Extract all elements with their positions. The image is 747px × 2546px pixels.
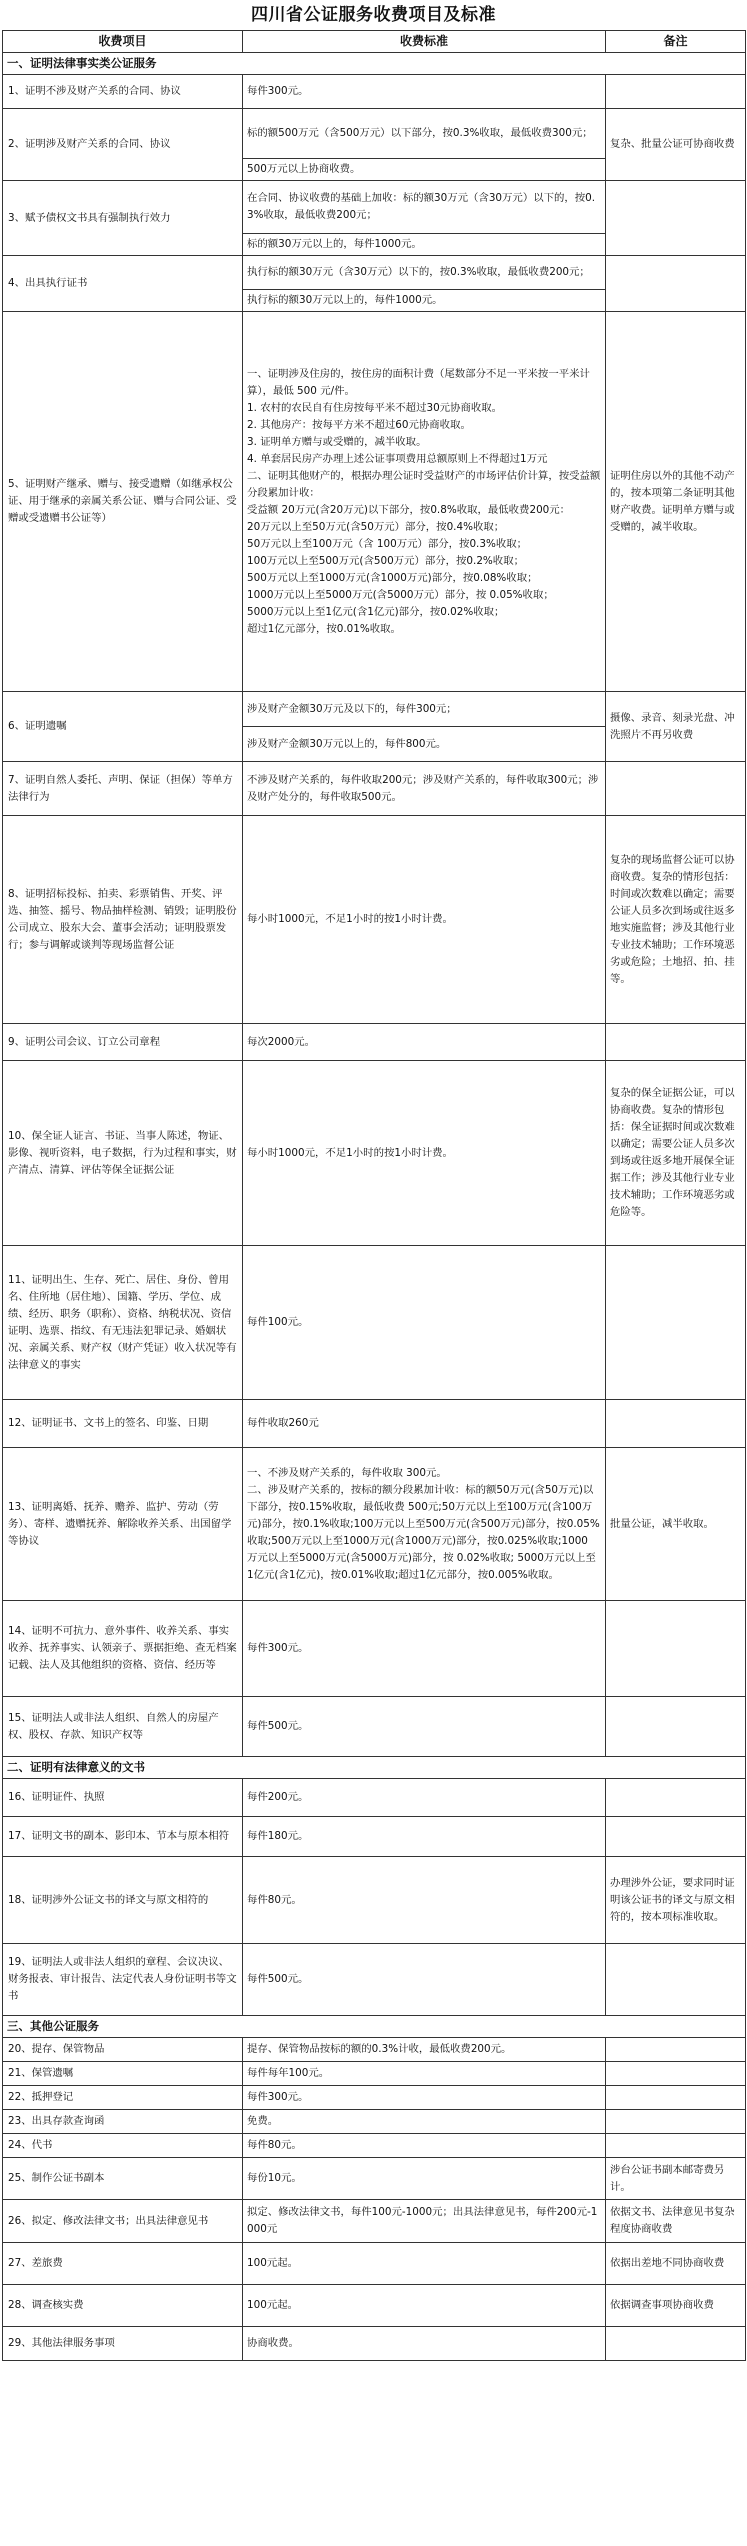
fee-standard-line: 每件500元。 bbox=[247, 1720, 309, 1732]
table-row bbox=[3, 1944, 746, 2016]
fee-standard bbox=[243, 2134, 606, 2158]
fee-standard-line: 每件80元。 bbox=[247, 2139, 302, 2151]
fee-standard bbox=[243, 1448, 606, 1601]
fee-standard-line: 每件200元。 bbox=[247, 1791, 309, 1803]
fee-standard bbox=[243, 692, 606, 727]
fee-remark bbox=[606, 1779, 746, 1817]
fee-standard bbox=[243, 109, 606, 159]
fee-standard-line: 执行标的额30万元（含30万元）以下的，按0.3%收取，最低收费200元； bbox=[247, 266, 590, 278]
fee-item: 19、证明法人或非法人组织的章程、会议决议、财务报表、审计报告、法定代表人身份证明书等文书 bbox=[3, 1944, 243, 2016]
fee-remark: 摄像、录音、刻录光盘、冲洗照片不再另收费 bbox=[606, 692, 746, 762]
section-heading: 二、证明有法律意义的文书 bbox=[3, 1757, 746, 1779]
table-row bbox=[3, 1024, 746, 1061]
fee-item: 29、其他法律服务事项 bbox=[3, 2327, 243, 2361]
table-row bbox=[3, 1697, 746, 1757]
fee-remark bbox=[606, 75, 746, 109]
fee-item: 18、证明涉外公证文书的译文与原文相符的 bbox=[3, 1857, 243, 1944]
table-row bbox=[3, 2134, 746, 2158]
fee-standard-line: 不涉及财产关系的，每件收取200元；涉及财产关系的，每件收取300元；涉及财产处分的，每件收取500元。 bbox=[247, 773, 599, 803]
fee-standard bbox=[243, 1817, 606, 1857]
fee-remark: 复杂的保全证据公证，可以协商收费。复杂的情形包括：保全证据时间或次数难以确定；需要公证人员多次到场或往返多地开展保全证据工作；涉及其他行业专业技术辅助；工作环境恶劣或危险等。 bbox=[606, 1061, 746, 1246]
fee-item: 16、证明证件、执照 bbox=[3, 1779, 243, 1817]
fee-remark bbox=[606, 256, 746, 312]
fee-standard-line: 每件300元。 bbox=[247, 2091, 309, 2103]
table-row bbox=[3, 2285, 746, 2327]
table-body bbox=[3, 53, 746, 2361]
fee-standard-line: 标的额500万元（含500万元）以下部分，按0.3%收取，最低收费300元； bbox=[247, 127, 593, 139]
fee-standard-line: 标的额30万元以上的，每件1000元。 bbox=[247, 238, 422, 250]
fee-remark bbox=[606, 2038, 746, 2062]
fee-standard bbox=[243, 2243, 606, 2285]
fee-standard-line: 二、证明其他财产的，根据办理公证时受益财产的市场评估价计算，按受益额分段累加计收： bbox=[247, 469, 601, 499]
fee-standard-line: 每次2000元。 bbox=[247, 1035, 316, 1048]
fee-item: 21、保管遗嘱 bbox=[3, 2062, 243, 2086]
table-row bbox=[3, 1448, 746, 1601]
table-row bbox=[3, 692, 746, 727]
fee-remark bbox=[606, 2062, 746, 2086]
fee-remark bbox=[606, 2086, 746, 2110]
fee-standard-line: 1. 农村的农民自有住房按每平米不超过30元协商收取。 bbox=[247, 401, 503, 414]
fee-standard bbox=[243, 181, 606, 234]
fee-item: 4、出具执行证书 bbox=[3, 256, 243, 312]
fee-standard-line: 每小时1000元，不足1小时的按1小时计费。 bbox=[247, 1146, 453, 1159]
fee-item: 28、调查核实费 bbox=[3, 2285, 243, 2327]
fee-standard bbox=[243, 159, 606, 181]
fee-item: 20、提存、保管物品 bbox=[3, 2038, 243, 2062]
fee-standard bbox=[243, 1246, 606, 1400]
table-row bbox=[3, 1601, 746, 1697]
fee-item: 23、出具存款查询函 bbox=[3, 2110, 243, 2134]
fee-standard bbox=[243, 234, 606, 256]
fee-standard-line: 每件100元。 bbox=[247, 1316, 309, 1328]
fee-remark: 批量公证，减半收取。 bbox=[606, 1448, 746, 1601]
fee-remark bbox=[606, 2134, 746, 2158]
fee-standard-line: 每份10元。 bbox=[247, 2172, 302, 2184]
fee-item: 3、赋予债权文书具有强制执行效力 bbox=[3, 181, 243, 256]
fee-remark: 依据出差地不同协商收费 bbox=[606, 2243, 746, 2285]
fee-standard bbox=[243, 2327, 606, 2361]
fee-remark bbox=[606, 2327, 746, 2361]
fee-standard-line: 500万元以上至1000万元(含1000万元)部分，按0.08%收取； bbox=[247, 571, 538, 584]
fee-standard-line: 每小时1000元，不足1小时的按1小时计费。 bbox=[247, 913, 453, 925]
fee-remark bbox=[606, 1944, 746, 2016]
fee-standard-line: 超过1亿元部分，按0.01%收取。 bbox=[247, 622, 401, 635]
fee-standard-line: 每件收取260元 bbox=[247, 1417, 319, 1429]
fee-remark: 涉台公证书副本邮寄费另计。 bbox=[606, 2158, 746, 2200]
fee-item: 5、证明财产继承、赠与、接受遗赠（如继承权公证、用于继承的亲属关系公证、赠与合同公证、受赠或受遗赠书公证等） bbox=[3, 312, 243, 692]
fee-standard-line: 100元起。 bbox=[247, 2299, 299, 2311]
fee-remark: 办理涉外公证，要求同时证明该公证书的译文与原文相符的，按本项标准收取。 bbox=[606, 1857, 746, 1944]
fee-standard-line: 每件180元。 bbox=[247, 1830, 309, 1842]
header-fee-item: 收费项目 bbox=[3, 31, 243, 53]
table-row bbox=[3, 2038, 746, 2062]
fee-remark bbox=[606, 2110, 746, 2134]
fee-standard bbox=[243, 1024, 606, 1061]
fee-standard-line: 涉及财产金额30万元以上的，每件800元。 bbox=[247, 737, 447, 750]
table-row bbox=[3, 2062, 746, 2086]
fee-standard-line: 20万元以上至50万元(含50万元）部分，按0.4%收取； bbox=[247, 520, 505, 533]
fee-remark: 依据文书、法律意见书复杂程度协商收费 bbox=[606, 2200, 746, 2243]
fee-standard bbox=[243, 2200, 606, 2243]
fee-remark: 复杂、批量公证可协商收费 bbox=[606, 109, 746, 181]
fee-item: 6、证明遗嘱 bbox=[3, 692, 243, 762]
fee-item: 13、证明离婚、抚养、赡养、监护、劳动（劳务）、寄样、遗赠抚养、解除收养关系、出国留学等协议 bbox=[3, 1448, 243, 1601]
table-row bbox=[3, 181, 746, 234]
fee-standard-line: 2. 其他房产：按每平方米不超过60元协商收取。 bbox=[247, 418, 471, 431]
table-row bbox=[3, 1779, 746, 1817]
fee-standard bbox=[243, 2086, 606, 2110]
fee-remark bbox=[606, 1246, 746, 1400]
fee-standard-line: 4. 单套居民房产办理上述公证事项费用总额原则上不得超过1万元 bbox=[247, 452, 548, 465]
fee-item: 22、抵押登记 bbox=[3, 2086, 243, 2110]
fee-remark bbox=[606, 1024, 746, 1061]
fee-item: 12、证明证书、文书上的签名、印鉴、日期 bbox=[3, 1400, 243, 1448]
fee-standard bbox=[243, 2285, 606, 2327]
fee-standard-line: 协商收费。 bbox=[247, 2337, 299, 2349]
fee-remark: 复杂的现场监督公证可以协商收费。复杂的情形包括：时间或次数难以确定；需要公证人员多次到场或往返多地实施监督；涉及其他行业专业技术辅助；工作环境恶劣或危险；土地招、拍、挂等。 bbox=[606, 816, 746, 1024]
fee-standard-line: 一、不涉及财产关系的，每件收取 300元。 bbox=[247, 1466, 447, 1479]
section-row bbox=[3, 1757, 746, 1779]
fee-standard-line: 3. 证明单方赠与或受赠的，减半收取。 bbox=[247, 435, 427, 448]
fee-standard-line: 每件300元。 bbox=[247, 85, 309, 97]
fee-standard bbox=[243, 256, 606, 290]
fee-standard bbox=[243, 1697, 606, 1757]
fee-standard-line: 免费。 bbox=[247, 2115, 279, 2127]
fee-remark: 证明住房以外的其他不动产的，按本项第二条证明其他财产收费。证明单方赠与或受赠的，减半收取。 bbox=[606, 312, 746, 692]
fee-standard-line: 每件每年100元。 bbox=[247, 2067, 330, 2079]
document-title: 四川省公证服务收费项目及标准 bbox=[251, 5, 496, 25]
fee-standard bbox=[243, 816, 606, 1024]
fee-standard-line: 1000万元以上至5000万元(含5000万元）部分，按 0.05%收取； bbox=[247, 588, 554, 601]
fee-remark bbox=[606, 1601, 746, 1697]
fee-standard bbox=[243, 2110, 606, 2134]
fee-standard bbox=[243, 2038, 606, 2062]
fee-standard bbox=[243, 1400, 606, 1448]
fee-standard bbox=[243, 1857, 606, 1944]
fee-item: 11、证明出生、生存、死亡、居住、身份、曾用名、住所地（居住地）、国籍、学历、学位、成绩、经历、职务（职称）、资格、纳税状况、资信证明、选票、指纹、有无违法犯罪记录、婚姻状况、亲属关系、财产权（财产凭证）收入状况等有法律意义的事实 bbox=[3, 1246, 243, 1400]
fee-standard bbox=[243, 1779, 606, 1817]
fee-standard bbox=[243, 727, 606, 762]
section-heading: 一、证明法律事实类公证服务 bbox=[3, 53, 746, 75]
fee-standard bbox=[243, 290, 606, 312]
fee-item: 10、保全证人证言、书证、当事人陈述，物证、影像、视听资料，电子数据，行为过程和事实，财产清点、清算、评估等保全证据公证 bbox=[3, 1061, 243, 1246]
fee-item: 7、证明自然人委托、声明、保证（担保）等单方法律行为 bbox=[3, 762, 243, 816]
fee-standard-line: 每件500元。 bbox=[247, 1973, 309, 1985]
fee-remark bbox=[606, 1697, 746, 1757]
table-row bbox=[3, 1857, 746, 1944]
table-row bbox=[3, 1061, 746, 1246]
table-row bbox=[3, 2327, 746, 2361]
fee-item: 2、证明涉及财产关系的合同、协议 bbox=[3, 109, 243, 181]
fee-standard-line: 二、涉及财产关系的，按标的额分段累加计收：标的额50万元(含50万元)以下部分，按0.15%收取，最低收费 500元;50万元以上至100万元(含100万元)部分，按0.1%收取;100万元以上至500万元(含500万元)部分，按0.05%收取;500万元以上至1000万元(含1000万元)部分，按0.025%收取;1000 万元以上至5000万元(含5000万元)部分，按 0.02%收取; 5000万元以上至1亿元(含1亿元)，按0.01%收取;超过1亿元部分，按0.005%收取。 bbox=[247, 1483, 600, 1581]
fee-item: 9、证明公司会议、订立公司章程 bbox=[3, 1024, 243, 1061]
fee-item: 8、证明招标投标、拍卖、彩票销售、开奖、评选、抽签、摇号、物品抽样检测、销毁；证明股份公司成立、股东大会、董事会活动；证明股票发行；参与调解或谈判等现场监督公证 bbox=[3, 816, 243, 1024]
table-row bbox=[3, 109, 746, 159]
fee-item: 25、制作公证书副本 bbox=[3, 2158, 243, 2200]
fee-item: 27、差旅费 bbox=[3, 2243, 243, 2285]
fee-standard-line: 每件80元。 bbox=[247, 1893, 302, 1906]
fee-standard-line: 100万元以上至500万元(含500万元）部分，按0.2%收取； bbox=[247, 554, 524, 567]
fee-item: 1、证明不涉及财产关系的合同、协议 bbox=[3, 75, 243, 109]
section-heading: 三、其他公证服务 bbox=[3, 2016, 746, 2038]
fee-standard bbox=[243, 2158, 606, 2200]
fee-standard-line: 在合同、协议收费的基础上加收：标的额30万元（含30万元）以下的，按0.3%收取，最低收费200元； bbox=[247, 192, 596, 221]
section-row bbox=[3, 53, 746, 75]
fee-remark bbox=[606, 1817, 746, 1857]
table-row bbox=[3, 816, 746, 1024]
header-row bbox=[3, 31, 746, 53]
table-row bbox=[3, 256, 746, 290]
table-row bbox=[3, 2243, 746, 2285]
table-row bbox=[3, 1400, 746, 1448]
fee-standard-line: 受益额 20万元(含20万元)以下部分，按0.8%收取，最低收费200元： bbox=[247, 503, 571, 516]
section-row bbox=[3, 2016, 746, 2038]
table-row bbox=[3, 2110, 746, 2134]
fee-standard-line: 100元起。 bbox=[247, 2257, 299, 2269]
table-row bbox=[3, 2200, 746, 2243]
table-row bbox=[3, 312, 746, 692]
fee-standard bbox=[243, 1061, 606, 1246]
fee-standard bbox=[243, 1944, 606, 2016]
table-row bbox=[3, 2158, 746, 2200]
fee-standard bbox=[243, 762, 606, 816]
fee-standard bbox=[243, 1601, 606, 1697]
fee-standard-line: 涉及财产金额30万元及以下的，每件300元； bbox=[247, 702, 457, 715]
fee-standard bbox=[243, 2062, 606, 2086]
table-row bbox=[3, 1817, 746, 1857]
fee-remark bbox=[606, 181, 746, 256]
fee-standard-line: 5000万元以上至1亿元(含1亿元)部分，按0.02%收取； bbox=[247, 605, 505, 618]
fee-remark: 依据调查事项协商收费 bbox=[606, 2285, 746, 2327]
fee-item: 15、证明法人或非法人组织、自然人的房屋产权、股权、存款、知识产权等 bbox=[3, 1697, 243, 1757]
fee-standard bbox=[243, 312, 606, 692]
fee-item: 24、代书 bbox=[3, 2134, 243, 2158]
header-fee-standard: 收费标准 bbox=[243, 31, 606, 53]
fee-standard-line: 执行标的额30万元以上的，每件1000元。 bbox=[247, 294, 443, 306]
fee-remark bbox=[606, 1400, 746, 1448]
fee-table bbox=[2, 30, 746, 2361]
table-row bbox=[3, 75, 746, 109]
fee-standard-line: 500万元以上协商收费。 bbox=[247, 163, 361, 175]
fee-standard-line: 50万元以上至100万元（含 100万元）部分，按0.3%收取； bbox=[247, 537, 528, 550]
fee-standard-line: 一、证明涉及住房的，按住房的面积计费（尾数部分不足一平米按一平米计算），最低 500 元/件。 bbox=[247, 367, 590, 397]
table-row bbox=[3, 762, 746, 816]
fee-item: 26、拟定、修改法律文书；出具法律意见书 bbox=[3, 2200, 243, 2243]
fee-standard-line: 每件300元。 bbox=[247, 1642, 309, 1654]
header-remarks: 备注 bbox=[606, 31, 746, 53]
fee-standard-line: 提存、保管物品按标的额的0.3%计收，最低收费200元。 bbox=[247, 2043, 512, 2055]
fee-item: 14、证明不可抗力、意外事件、收养关系、事实收养、抚养事实、认领亲子、票据拒绝、查无档案记载、法人及其他组织的资格、资信、经历等 bbox=[3, 1601, 243, 1697]
fee-standard-line: 拟定、修改法律文书，每件100元-1000元；出具法律意见书，每件200元-1000元 bbox=[247, 2206, 598, 2235]
fee-item: 17、证明文书的副本、影印本、节本与原本相符 bbox=[3, 1817, 243, 1857]
table-row bbox=[3, 1246, 746, 1400]
fee-remark bbox=[606, 762, 746, 816]
table-row bbox=[3, 2086, 746, 2110]
fee-standard bbox=[243, 75, 606, 109]
